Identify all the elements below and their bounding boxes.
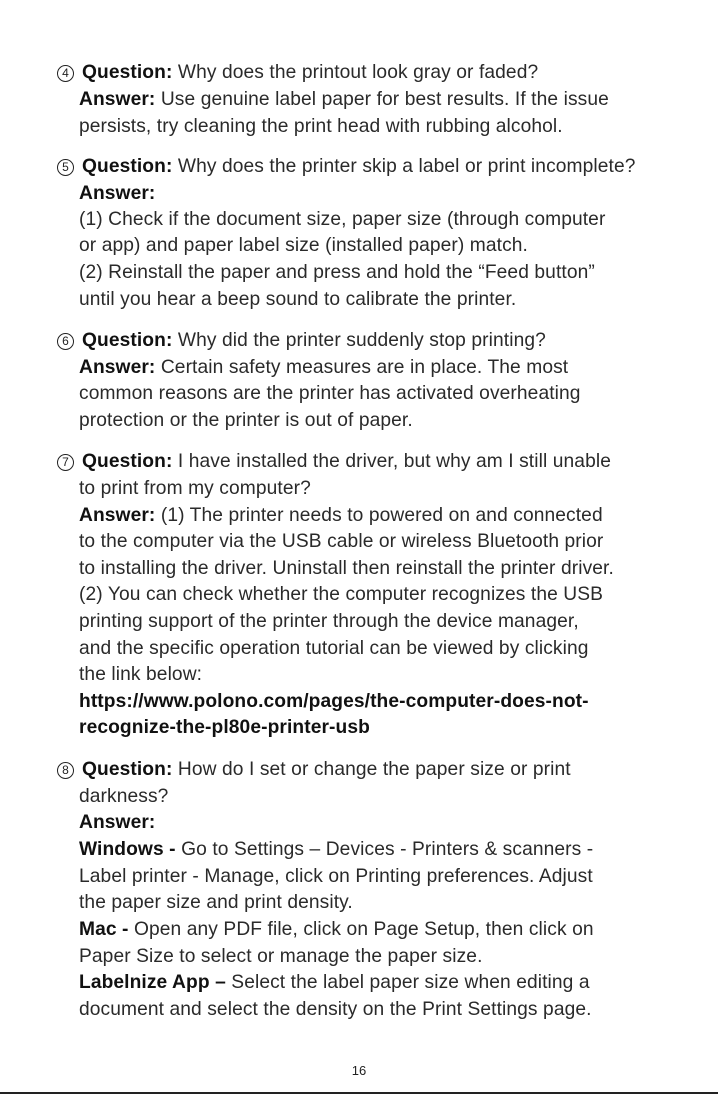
answer-line: (1) The printer needs to powered on and connected (160, 505, 603, 526)
question-label: Question: (82, 156, 173, 177)
page-number: 16 (351, 1063, 367, 1078)
question-label: Question: (82, 62, 173, 83)
question-text: to print from my computer? (79, 478, 311, 499)
answer-line: and the specific operation tutorial can be viewed by clicking (79, 638, 589, 659)
answer-line: until you hear a beep sound to calibrate the printer. (79, 289, 517, 310)
answer-line: printing support of the printer through the device manager, (79, 611, 579, 632)
platform-label-windows: Windows - (79, 839, 176, 860)
item-number-badge: 7 (57, 454, 74, 471)
question-text: darkness? (79, 786, 169, 807)
item-number-badge: 4 (57, 65, 74, 82)
answer-label: Answer: (79, 505, 156, 526)
answer-line: Label printer - Manage, click on Printing preferences. Adjust (79, 866, 593, 887)
answer-line: document and select the density on the Print Settings page. (79, 999, 592, 1020)
answer-line: Certain safety measures are in place. The most (160, 357, 569, 378)
answer-line: Paper Size to select or manage the paper size. (79, 946, 483, 967)
question-text: How do I set or change the paper size or print (177, 759, 571, 780)
answer-line: persists, try cleaning the print head with rubbing alcohol. (79, 116, 563, 137)
answer-label: Answer: (79, 812, 156, 833)
answer-label: Answer: (79, 357, 156, 378)
answer-line: Select the label paper size when editing a (231, 972, 590, 993)
answer-label: Answer: (79, 183, 156, 204)
answer-line: or app) and paper label size (installed paper) match. (79, 235, 528, 256)
item-number-badge: 8 (57, 762, 74, 779)
answer-line: to installing the driver. Uninstall then reinstall the printer driver. (79, 558, 614, 579)
question-text: Why did the printer suddenly stop printing? (177, 330, 546, 351)
question-label: Question: (82, 330, 173, 351)
answer-line: (2) Reinstall the paper and press and hold the “Feed button” (79, 262, 595, 283)
support-link[interactable]: https://www.polono.com/pages/the-computer-does-not- (79, 691, 589, 712)
question-label: Question: (82, 451, 173, 472)
platform-label-mac: Mac - (79, 919, 129, 940)
item-number-badge: 5 (57, 159, 74, 176)
answer-line: Go to Settings – Devices - Printers & scanners - (181, 839, 594, 860)
question-text: I have installed the driver, but why am I still unable (177, 451, 611, 472)
answer-line: the link below: (79, 664, 203, 685)
answer-label: Answer: (79, 89, 156, 110)
question-text: Why does the printer skip a label or print incomplete? (177, 156, 636, 177)
item-number-badge: 6 (57, 333, 74, 350)
answer-line: Open any PDF file, click on Page Setup, then click on (133, 919, 594, 940)
support-link[interactable]: recognize-the-pl80e-printer-usb (79, 717, 370, 738)
answer-line: Use genuine label paper for best results. If the issue (160, 89, 609, 110)
answer-line: protection or the printer is out of paper. (79, 410, 413, 431)
question-text: Why does the printout look gray or faded? (177, 62, 539, 83)
answer-line: to the computer via the USB cable or wireless Bluetooth prior (79, 531, 604, 552)
answer-line: the paper size and print density. (79, 892, 353, 913)
answer-line: (2) You can check whether the computer recognizes the USB (79, 584, 604, 605)
answer-line: (1) Check if the document size, paper size (through computer (79, 209, 606, 230)
platform-label-app: Labelnize App – (79, 972, 226, 993)
answer-line: common reasons are the printer has activated overheating (79, 383, 581, 404)
question-label: Question: (82, 759, 173, 780)
